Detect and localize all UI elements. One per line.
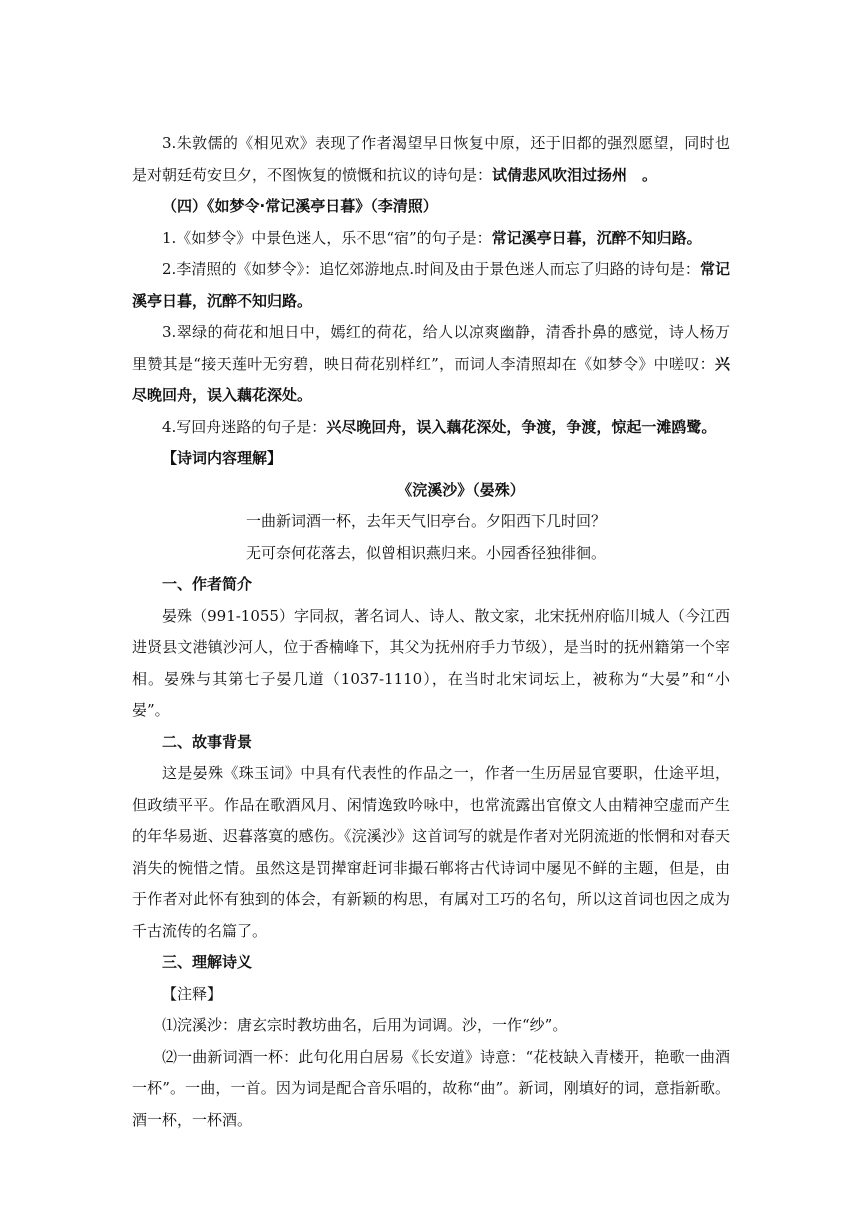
section-heading: 二、故事背景 [162, 732, 253, 751]
poem-title: 《浣溪沙》（晏殊） [397, 480, 525, 499]
body-paragraph: 晏殊（991-1055）字同叔，著名词人、诗人、散文家，北宋抚州府临川城人（今江西进贤县文港镇沙河人，位于香楠峰下，其父为抚州府手力节级），是当时的抚州籍第一个宰相。晏殊与其第七子晏几道（1037-1110），在当时北宋词坛上，被称为“大晏”和“小晏”。 [132, 606, 730, 719]
answer-text: 试倩悲风吹泪过扬州 [492, 165, 628, 184]
section-heading: （四）《如梦令·常记溪亭日暮》（李清照） [162, 197, 438, 215]
section-heading: 一、作者简介 [162, 575, 253, 593]
note-paragraph: ⑴浣溪沙：唐玄宗时教坊曲名，后用为词调。沙，一作“纱”。 [162, 1016, 568, 1034]
section-heading: 【诗词内容理解】 [162, 449, 283, 467]
question-paragraph: 3.翠绿的荷花和旭日中，嫣红的荷花，给人以凉爽幽静，清香扑鼻的感觉，诗人杨万里赞其是“接天莲叶无穷碧，映日荷花别样红”，而词人李清照却在《如梦令》中嗟叹：兴尽晚回舟，误入藕花深处。 [132, 323, 730, 404]
body-paragraph: 这是晏殊《珠玉词》中具有代表性的作品之一，作者一生历居显官要职，仕途平坦，但政绩平平。作品在歌酒风月、闲情逸致吟咏中，也常流露出官僚文人由精神空虚而产生的年华易逝、迟暮落寞的感伤。《浣溪沙》这首词写的就是作者对光阴流逝的怅惘和对春天消失的惋惜之情。虽然这是罚撵窜赶诃非撮石郸将古代诗词中屡见不鲜的主题，但是，由于作者对此怀有独到的体会，有新颖的构思，有属对工巧的名句，所以这首词也因之成为千古流传的名篇了。 [132, 764, 730, 940]
poem-line: 一曲新词酒一杯，去年天气旧亭台。夕阳西下几时回？ [246, 512, 607, 530]
poem-line: 无可奈何花落去，似曾相识燕归来。小园香径独徘徊。 [246, 543, 607, 562]
question-paragraph: 3.朱敦儒的《相见欢》表现了作者渴望早日恢复中原，还于旧都的强烈愿望，同时也是对朝廷苟安旦夕，不图恢复的愤慨和抗议的诗句是：试倩悲风吹泪过扬州 。 [132, 134, 730, 184]
answer-text: 兴尽晚回舟，误入藕花深处，争渡，争渡，惊起一滩鸥鹭。 [326, 417, 717, 436]
answer-text: 兴尽晚回舟，误入藕花深处。 [132, 354, 730, 404]
document-body [132, 128, 730, 1136]
answer-end: 。 [627, 165, 658, 184]
question-paragraph: 1.《如梦令》中景色迷人，乐不思“宿”的句子是：常记溪亭日暮，沉醉不知归路。 [162, 228, 702, 247]
notes-heading: 【注释】 [162, 984, 223, 1003]
answer-text: 常记溪亭日暮，沉醉不知归路。 [491, 228, 702, 247]
section-heading: 三、理解诗义 [162, 953, 253, 971]
answer-text: 常记溪亭日暮，沉醉不知归路。 [132, 260, 730, 310]
question-paragraph: 4.写回舟迷路的句子是：兴尽晚回舟，误入藕花深处，争渡，争渡，惊起一滩鸥鹭。 [162, 417, 717, 436]
note-paragraph: ⑵一曲新词酒一杯：此句化用白居易《长安道》诗意：“花枝缺入青楼开，艳歌一曲酒一杯”。一曲，一首。因为词是配合音乐唱的，故称“曲”。新词，刚填好的词，意指新歌。酒一杯，一杯酒。 [132, 1047, 730, 1129]
question-paragraph: 2.李清照的《如梦令》：追忆郊游地点.时间及由于景色迷人而忘了归路的诗句是：常记溪亭日暮，沉醉不知归路。 [132, 260, 730, 310]
